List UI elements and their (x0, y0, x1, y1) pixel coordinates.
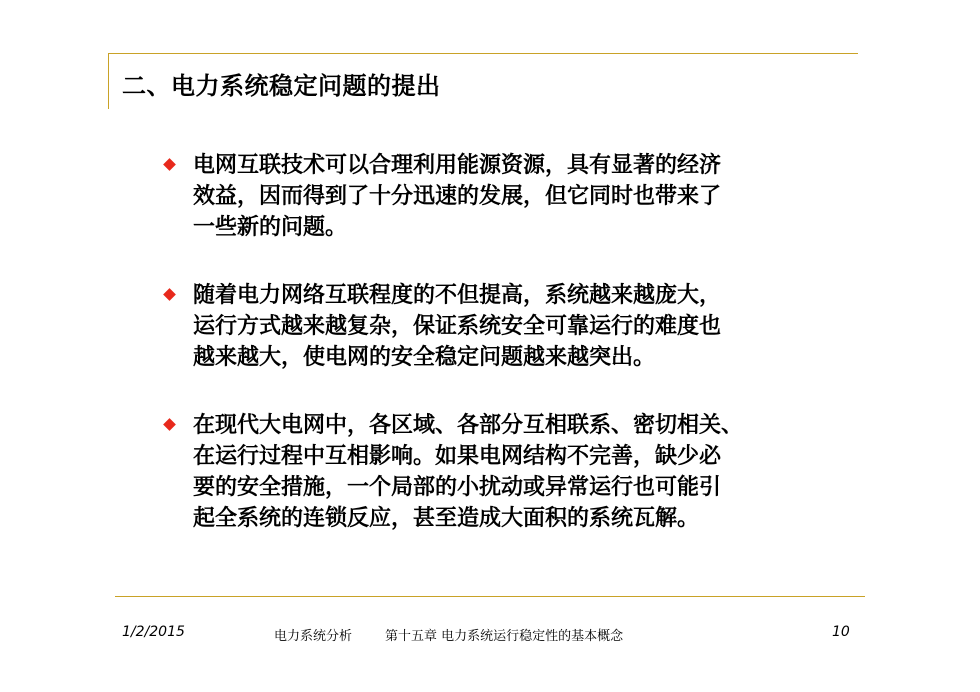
diamond-bullet-icon (163, 158, 176, 171)
bullet-line: 一些新的问题。 (193, 215, 348, 240)
footer-page-number: 10 (832, 624, 850, 640)
bullet-item (163, 410, 843, 534)
title-frame-top-line (108, 53, 858, 54)
bullet-item (163, 280, 843, 373)
bullet-line: 随着电力网络互联程度的不但提高，系统越来越庞大， (193, 283, 722, 308)
footer-divider (115, 596, 865, 597)
footer-course-name: 电力系统分析 (274, 629, 353, 644)
bullet-line: 运行方式越来越复杂，保证系统安全可靠运行的难度也 (193, 314, 722, 339)
bullet-item (163, 150, 843, 243)
diamond-bullet-icon (163, 288, 176, 301)
bullet-line: 效益，因而得到了十分迅速的发展，但它同时也带来了 (193, 184, 722, 209)
bullet-line: 起全系统的连锁反应，甚至造成大面积的系统瓦解。 (193, 506, 700, 531)
bullet-list (163, 150, 843, 571)
bullet-line: 要的安全措施，一个局部的小扰动或异常运行也可能引 (193, 475, 722, 500)
footer-date: 1/2/2015 (122, 624, 185, 640)
title-frame-left-line (108, 53, 109, 109)
bullet-line: 在运行过程中互相影响。如果电网结构不完善，缺少必 (193, 444, 722, 469)
footer-chapter-title: 第十五章 电力系统运行稳定性的基本概念 (385, 629, 624, 644)
diamond-bullet-icon (163, 418, 176, 431)
bullet-line: 越来越大，使电网的安全稳定问题越来越突出。 (193, 345, 656, 370)
bullet-line: 电网互联技术可以合理利用能源资源，具有显著的经济 (193, 153, 722, 178)
bullet-line: 在现代大电网中，各区域、各部分互相联系、密切相关、 (193, 413, 744, 438)
slide-title: 二、电力系统稳定问题的提出 (122, 72, 441, 100)
